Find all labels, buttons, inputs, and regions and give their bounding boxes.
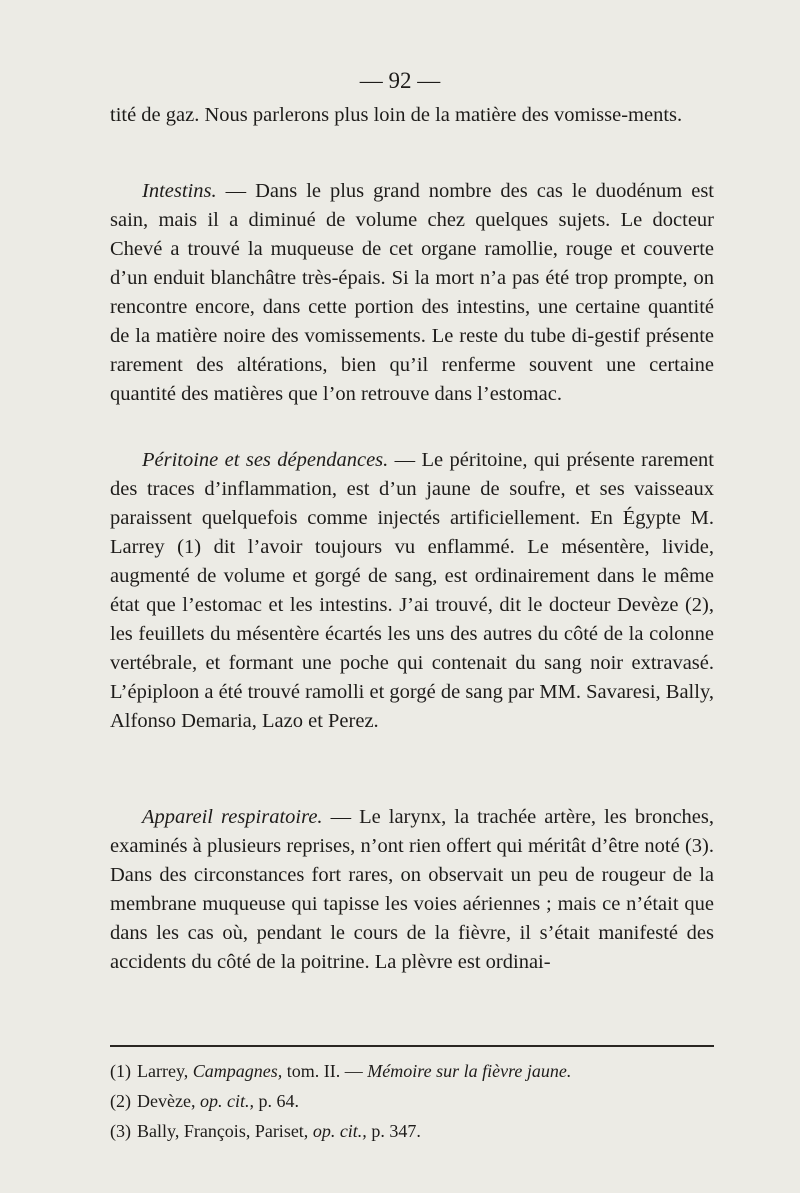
footnote-divider bbox=[110, 1045, 714, 1047]
footnote: (3) Bally, François, Pariset, op. cit., p. 347. bbox=[110, 1121, 421, 1141]
section-heading: Appareil respiratoire. bbox=[142, 806, 323, 828]
paragraph-peritoine bbox=[110, 446, 714, 736]
paragraph-appareil-respiratoire bbox=[110, 803, 714, 977]
paragraph-text: — Dans le plus grand nombre des cas le duodénum est sain, mais il a diminué de volume chez quelques sujets. Le docteur Chevé a trouvé la muqueuse de cet organe ramollie, rouge et couverte d’un enduit blanchâtre très-épais. Si la mort n’a pas été trop prompte, on rencontre encore, dans cette portion des intestins, une certaine quantité de la matière noire des vomissements. Le reste du tube di-gestif présente rarement des altérations, bien qu’il renferme souvent une certaine quantité des matières que l’on retrouve dans l’estomac. bbox=[110, 180, 714, 405]
paragraph-intro bbox=[110, 101, 714, 130]
footnote: (1) Larrey, Campagnes, tom. II. — Mémoire sur la fièvre jaune. bbox=[110, 1061, 572, 1081]
paragraph-text: tité de gaz. Nous parlerons plus loin de la matière des vomisse-ments. bbox=[110, 104, 683, 126]
footnote: (2) Devèze, op. cit., p. 64. bbox=[110, 1091, 299, 1111]
section-heading: Péritoine et ses dépendances. bbox=[142, 449, 389, 471]
paragraph-text: — Le péritoine, qui présente rarement des traces d’inflammation, est d’un jaune de soufre, et ses vaisseaux paraissent quelquefois comme injectés artificiellement. En Égypte M. Larrey (1) dit l’avoir toujours vu enflammé. Le mésentère, livide, augmenté de volume et gorgé de sang, est ordinairement dans le même état que l’estomac et les intestins. J’ai trouvé, dit le docteur Devèze (2), les feuillets du mésentère écartés les uns des autres du côté de la colonne vertébrale, et formant une poche qui contenait du sang noir extravasé. L’épiploon a été trouvé ramolli et gorgé de sang par MM. Savaresi, Bally, Alfonso Demaria, Lazo et Perez. bbox=[110, 449, 714, 732]
section-heading: Intestins. bbox=[142, 180, 217, 202]
paragraph-intestins bbox=[110, 177, 714, 409]
paragraph-text: — Le larynx, la trachée artère, les bronches, examinés à plusieurs reprises, n’ont rien offert qui méritât d’être noté (3). Dans des circonstances fort rares, on observait un peu de rougeur de la membrane muqueuse qui tapisse les voies aériennes ; mais ce n’était que dans les cas où, pendant le cours de la fièvre, il s’était manifesté des accidents du côté de la poitrine. La plèvre est ordinai- bbox=[110, 806, 715, 973]
page-number: — 92 — bbox=[359, 68, 441, 93]
footnotes bbox=[110, 1056, 714, 1146]
